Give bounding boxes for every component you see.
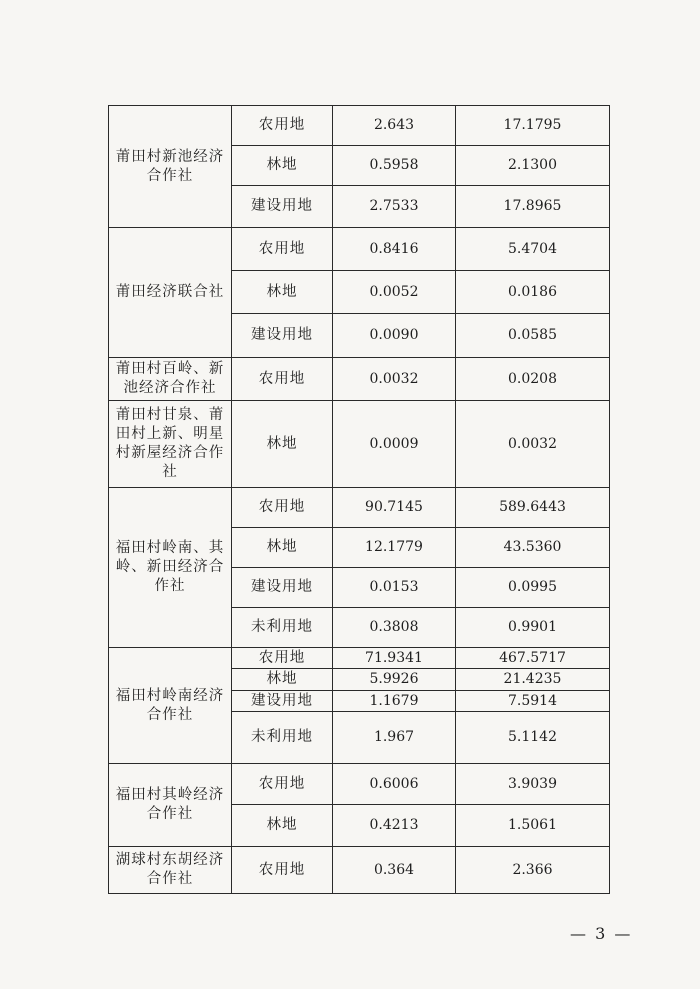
area-cell: 0.0052 <box>333 271 456 314</box>
table-row <box>109 648 610 669</box>
amount-cell: 0.0208 <box>456 358 610 401</box>
amount-cell: 17.8965 <box>456 186 610 228</box>
unit-name-cell: 莆田村甘泉、莆田村上新、明星村新屋经济合作社 <box>109 401 232 488</box>
land-type-cell: 农用地 <box>232 648 333 669</box>
table-row <box>109 106 610 146</box>
table-body <box>109 106 610 894</box>
amount-cell: 7.5914 <box>456 691 610 712</box>
land-type-cell: 林地 <box>232 528 333 568</box>
land-type-cell: 农用地 <box>232 228 333 271</box>
land-type-cell: 林地 <box>232 271 333 314</box>
amount-cell: 5.1142 <box>456 712 610 764</box>
area-cell: 90.7145 <box>333 488 456 528</box>
table-row <box>109 764 610 805</box>
land-type-cell: 林地 <box>232 401 333 488</box>
land-type-cell: 林地 <box>232 805 333 847</box>
area-cell: 71.9341 <box>333 648 456 669</box>
amount-cell: 43.5360 <box>456 528 610 568</box>
area-cell: 0.6006 <box>333 764 456 805</box>
land-type-cell: 林地 <box>232 146 333 186</box>
amount-cell: 3.9039 <box>456 764 610 805</box>
land-type-cell: 建设用地 <box>232 568 333 608</box>
area-cell: 0.0009 <box>333 401 456 488</box>
area-cell: 12.1779 <box>333 528 456 568</box>
amount-cell: 589.6443 <box>456 488 610 528</box>
area-cell: 0.364 <box>333 847 456 894</box>
unit-name-cell: 湖球村东胡经济合作社 <box>109 847 232 894</box>
land-type-cell: 建设用地 <box>232 314 333 358</box>
land-type-cell: 农用地 <box>232 488 333 528</box>
unit-name-cell: 莆田经济联合社 <box>109 228 232 358</box>
area-cell: 0.5958 <box>333 146 456 186</box>
land-type-cell: 建设用地 <box>232 691 333 712</box>
area-cell: 0.8416 <box>333 228 456 271</box>
page-number: — 3 — <box>570 924 633 943</box>
area-cell: 2.643 <box>333 106 456 146</box>
amount-cell: 1.5061 <box>456 805 610 847</box>
table-row <box>109 847 610 894</box>
amount-cell: 0.0032 <box>456 401 610 488</box>
land-type-cell: 未利用地 <box>232 712 333 764</box>
area-cell: 5.9926 <box>333 669 456 691</box>
area-cell: 1.967 <box>333 712 456 764</box>
land-compensation-table <box>108 105 610 894</box>
land-type-cell: 农用地 <box>232 764 333 805</box>
area-cell: 0.0090 <box>333 314 456 358</box>
amount-cell: 17.1795 <box>456 106 610 146</box>
area-cell: 0.3808 <box>333 608 456 648</box>
land-type-cell: 未利用地 <box>232 608 333 648</box>
table-row <box>109 401 610 488</box>
land-type-cell: 农用地 <box>232 358 333 401</box>
area-cell: 0.0032 <box>333 358 456 401</box>
land-type-cell: 建设用地 <box>232 186 333 228</box>
unit-name-cell: 莆田村新池经济合作社 <box>109 106 232 228</box>
table-row <box>109 358 610 401</box>
area-cell: 1.1679 <box>333 691 456 712</box>
unit-name-cell: 福田村岭南、其岭、新田经济合作社 <box>109 488 232 648</box>
amount-cell: 0.0186 <box>456 271 610 314</box>
area-cell: 2.7533 <box>333 186 456 228</box>
amount-cell: 21.4235 <box>456 669 610 691</box>
land-type-cell: 农用地 <box>232 847 333 894</box>
amount-cell: 2.366 <box>456 847 610 894</box>
table-row <box>109 488 610 528</box>
amount-cell: 0.0585 <box>456 314 610 358</box>
amount-cell: 0.9901 <box>456 608 610 648</box>
unit-name-cell: 福田村其岭经济合作社 <box>109 764 232 847</box>
amount-cell: 5.4704 <box>456 228 610 271</box>
land-type-cell: 农用地 <box>232 106 333 146</box>
unit-name-cell: 莆田村百岭、新池经济合作社 <box>109 358 232 401</box>
amount-cell: 467.5717 <box>456 648 610 669</box>
amount-cell: 0.0995 <box>456 568 610 608</box>
amount-cell: 2.1300 <box>456 146 610 186</box>
unit-name-cell: 福田村岭南经济合作社 <box>109 648 232 764</box>
area-cell: 0.4213 <box>333 805 456 847</box>
area-cell: 0.0153 <box>333 568 456 608</box>
table-row <box>109 228 610 271</box>
land-type-cell: 林地 <box>232 669 333 691</box>
